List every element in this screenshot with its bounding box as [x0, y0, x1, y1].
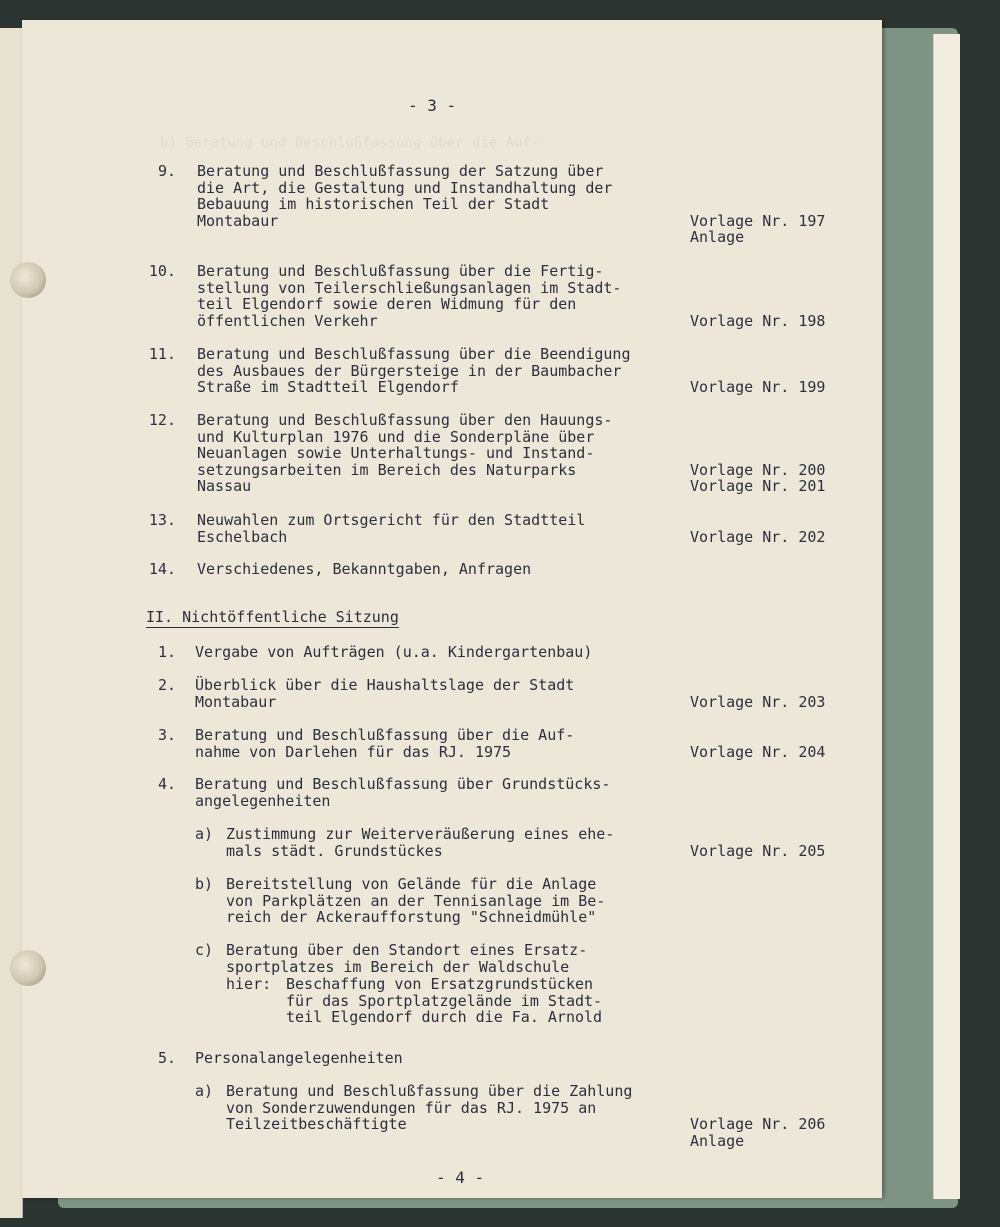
subitem-text-line: Bereitstellung von Gelände für die Anlage — [226, 875, 597, 893]
subitem-text-line: Beratung und Beschlußfassung über die Zahlung — [226, 1082, 633, 1100]
item-text-line: setzungsarbeiten im Bereich des Naturparks — [197, 460, 577, 479]
subitem-text-line: mals städt. Grundstückes — [226, 841, 443, 860]
item-text-line: die Art, die Gestaltung und Instandhaltung der — [197, 178, 613, 197]
subitem-text-line: sportplatzes im Bereich der Waldschule — [226, 957, 570, 976]
item-text-line: Überblick über die Haushaltslage der Stadt — [195, 676, 575, 694]
item-text-line: Nassau — [197, 477, 252, 495]
page-footer: - 4 - — [436, 1168, 485, 1187]
vorlage-reference: Vorlage Nr. 199 — [690, 378, 826, 396]
item-text-line: Beratung und Beschlußfassung der Satzung über — [197, 162, 604, 180]
show-through-text: b) Beratung und Beschlußfassung über die Auf- — [160, 135, 540, 151]
item-text-line: des Ausbaues der Bürgersteige in der Baumbacher — [197, 361, 622, 380]
subitem-text-line: Beratung über den Standort eines Ersatz- — [226, 941, 588, 959]
vorlage-reference: Vorlage Nr. 206 — [690, 1115, 826, 1133]
section-heading: II. Nichtöffentliche Sitzung — [146, 608, 399, 626]
item-number: 10. — [148, 262, 176, 280]
item-text-line: Neuanlagen sowie Unterhaltungs- und Instand- — [197, 444, 595, 462]
item-number: 11. — [148, 345, 176, 363]
item-text-line: Beratung und Beschlußfassung über Grundstücks- — [195, 775, 611, 793]
vorlage-reference: Vorlage Nr. 197 — [690, 211, 826, 230]
item-text-line: Verschiedenes, Bekanntgaben, Anfragen — [197, 560, 532, 578]
vorlage-reference: Vorlage Nr. 204 — [690, 742, 826, 761]
hier-text-line: teil Elgendorf durch die Fa. Arnold — [286, 1008, 603, 1026]
item-text-line: Montabaur — [195, 692, 277, 711]
item-text-line: Beratung und Beschlußfassung über den Hauungs- — [197, 411, 613, 429]
vorlage-reference: Vorlage Nr. 201 — [690, 477, 826, 495]
item-text-line: Montabaur — [197, 211, 279, 230]
subitem-letter: a) — [195, 1082, 214, 1100]
item-text-line: Beratung und Beschlußfassung über die Beendigung — [197, 345, 631, 363]
item-text-line: teil Elgendorf sowie deren Widmung für den — [197, 295, 577, 313]
vorlage-reference: Vorlage Nr. 205 — [690, 841, 826, 860]
vorlage-reference: Anlage — [690, 1131, 745, 1150]
item-text-line: Neuwahlen zum Ortsgericht für den Stadtteil — [197, 511, 586, 529]
item-number: 2. — [157, 676, 176, 694]
item-text-line: Bebauung im historischen Teil der Stadt — [197, 195, 550, 213]
vorlage-reference: Vorlage Nr. 198 — [690, 311, 826, 330]
item-text-line: Eschelbach — [197, 527, 288, 546]
item-number: 9. — [157, 162, 176, 180]
item-text-line: nahme von Darlehen für das RJ. 1975 — [195, 742, 512, 761]
item-text-line: Beratung und Beschlußfassung über die Fertig- — [197, 262, 604, 280]
subitem-text-line: Zustimmung zur Weiterveräußerung eines ehe- — [226, 825, 615, 843]
subitem-letter: a) — [195, 825, 214, 843]
vorlage-reference: Vorlage Nr. 202 — [690, 527, 826, 546]
subitem-letter: b) — [195, 875, 214, 893]
item-number: 13. — [148, 511, 176, 529]
item-number: 4. — [157, 775, 176, 793]
hier-text-line: Beschaffung von Ersatzgrundstücken — [286, 975, 594, 993]
item-text-line: Straße im Stadtteil Elgendorf — [197, 378, 459, 396]
subitem-text-line: von Sonderzuwendungen für das RJ. 1975 an — [226, 1098, 597, 1117]
subitem-letter: c) — [195, 941, 214, 959]
item-text-line: und Kulturplan 1976 und die Sonderpläne über — [197, 427, 595, 446]
item-text-line: öffentlichen Verkehr — [197, 311, 378, 330]
item-text-line: Personalangelegenheiten — [195, 1049, 403, 1067]
vorlage-reference: Anlage — [690, 228, 745, 246]
item-text-line: angelegenheiten — [195, 791, 331, 810]
item-text-line: stellung von Teilerschließungsanlagen im Stadt- — [197, 278, 622, 297]
item-number: 14. — [148, 560, 176, 578]
item-number: 1. — [157, 643, 176, 661]
item-text-line: Vergabe von Aufträgen (u.a. Kindergartenbau) — [195, 643, 593, 661]
item-number: 5. — [157, 1049, 176, 1067]
item-number: 3. — [157, 726, 176, 744]
subitem-text-line: reich der Ackeraufforstung "Schneidmühle" — [226, 908, 597, 926]
hier-label: hier: — [226, 975, 272, 993]
hier-text-line: für das Sportplatzgelände im Stadt- — [286, 991, 603, 1010]
subitem-text-line: Teilzeitbeschäftigte — [226, 1115, 407, 1133]
vorlage-reference: Vorlage Nr. 203 — [690, 692, 826, 711]
item-number: 12. — [148, 411, 176, 429]
vorlage-reference: Vorlage Nr. 200 — [690, 460, 826, 479]
subitem-text-line: von Parkplätzen an der Tennisanlage im Be- — [226, 891, 606, 910]
item-text-line: Beratung und Beschlußfassung über die Auf- — [195, 726, 575, 744]
page-header: - 3 - — [408, 96, 457, 115]
